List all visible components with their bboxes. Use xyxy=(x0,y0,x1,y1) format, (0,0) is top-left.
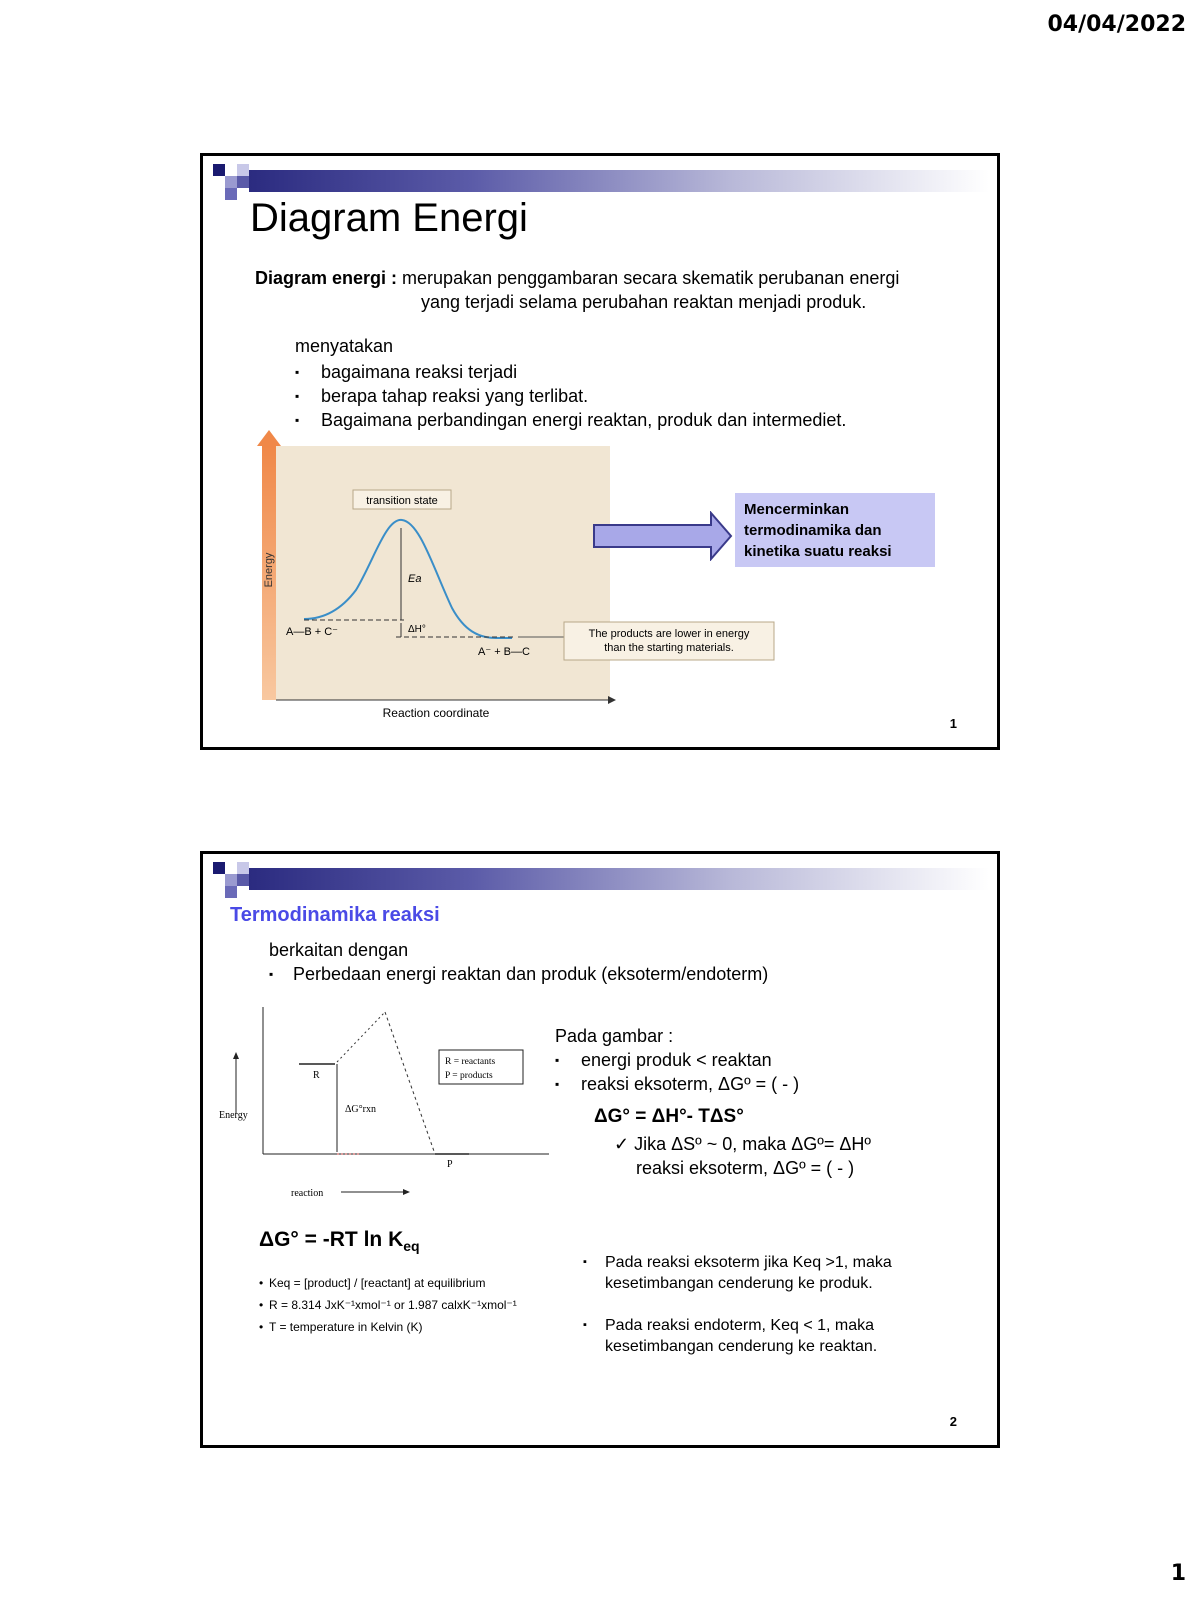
energy-axis-arrow-icon xyxy=(233,1052,239,1059)
energy-axis-arrow-icon xyxy=(257,430,281,446)
bullet-list xyxy=(295,360,846,432)
pada-list xyxy=(555,1048,799,1096)
top-bullet: ▪ Perbedaan energi reaktan dan produk (eksoterm/endoterm) xyxy=(269,964,768,985)
right-arrow-icon xyxy=(593,511,733,561)
dh-label: ΔH° xyxy=(408,624,426,635)
reactants-label: A—B + C⁻ xyxy=(286,626,338,638)
definition-term: Diagram energi : xyxy=(255,268,398,288)
energy-axis-label: Energy xyxy=(263,552,275,588)
energy-diagram xyxy=(256,430,816,730)
downhill-dotted xyxy=(385,1012,435,1154)
p-label: P xyxy=(447,1159,453,1170)
pada-gambar-block xyxy=(555,1024,799,1096)
definition-line-2: yang terjadi selama perubahan reaktan menjadi produk. xyxy=(421,292,867,312)
dg-label: ΔG°rxn xyxy=(345,1104,376,1115)
ea-label: Ea xyxy=(408,573,422,585)
slide-title: Diagram Energi xyxy=(250,196,528,240)
x-axis-arrow-icon xyxy=(608,696,616,704)
keq-equation-subscript: eq xyxy=(403,1238,420,1255)
equilibrium-notes xyxy=(583,1252,943,1378)
slide-number: 2 xyxy=(949,1414,957,1429)
definition-item: • Keq = [product] / [reactant] at equilibrium xyxy=(259,1272,517,1294)
legend-line-2: P = products xyxy=(445,1071,493,1081)
list-item: ▪ berapa tahap reaksi yang terlibat. xyxy=(295,384,846,408)
reaction-axis-arrow-icon xyxy=(403,1189,410,1195)
gibbs-equation: ΔG° = ΔH°- TΔS° xyxy=(594,1106,744,1127)
slide-number: 1 xyxy=(949,716,957,731)
check-line-1: Jika ΔSº ~ 0, maka ΔGº= ΔHº xyxy=(634,1134,871,1154)
keq-equation-main: ΔG° = -RT ln K xyxy=(259,1228,404,1251)
legend-line-1: R = reactants xyxy=(445,1057,496,1067)
note-item: ▪ Pada reaksi eksoterm jika Keq >1, maka kesetimbangan cenderung ke produk. xyxy=(583,1252,943,1294)
checkmark-icon: ✓ xyxy=(614,1134,635,1154)
definition-line-1: merupakan penggambaran secara skematik perubanan energi xyxy=(397,268,900,288)
check-line-2: reaksi eksoterm, ΔGº = ( - ) xyxy=(636,1158,855,1178)
page-number: 1 xyxy=(1170,1561,1186,1586)
callout-box: Mencerminkan termodinamika dan kinetika suatu reaksi xyxy=(735,493,935,567)
gibbs-energy-diagram xyxy=(213,1002,553,1212)
page-date: 04/04/2022 xyxy=(1047,12,1186,37)
list-item: ▪ Bagaimana perbandingan energi reaktan, produk dan intermediet. xyxy=(295,408,846,432)
definition-item: • R = 8.314 JxK⁻¹xmol⁻¹ or 1.987 calxK⁻¹xmol⁻¹ xyxy=(259,1294,517,1316)
list-heading: menyatakan xyxy=(295,336,394,356)
transition-state-label: transition state xyxy=(366,495,438,507)
definition-text xyxy=(255,266,899,314)
note-item: ▪ Pada reaksi endoterm, Keq < 1, maka kesetimbangan cenderung ke reaktan. xyxy=(583,1315,943,1357)
slide-1 xyxy=(200,153,1000,750)
products-note-line-2: than the starting materials. xyxy=(604,642,734,654)
check-note xyxy=(614,1132,871,1180)
reaction-coordinate-label: Reaction coordinate xyxy=(382,706,490,720)
products-note-line-1: The products are lower in energy xyxy=(588,628,750,640)
list-item: ▪ reaksi eksoterm, ΔGº = ( - ) xyxy=(555,1072,799,1096)
pada-heading: Pada gambar : xyxy=(555,1026,674,1046)
subheading: berkaitan dengan xyxy=(269,940,409,960)
slide-title: Termodinamika reaksi xyxy=(230,904,440,926)
slide-banner xyxy=(211,162,991,196)
definition-item: • T = temperature in Kelvin (K) xyxy=(259,1316,517,1338)
uphill-dotted xyxy=(337,1012,385,1062)
reaction-axis-label: reaction xyxy=(291,1188,324,1199)
slide-banner xyxy=(211,860,991,894)
energy-axis-label: Energy xyxy=(219,1110,248,1121)
r-label: R xyxy=(313,1070,320,1081)
list-item: ▪ energi produk < reaktan xyxy=(555,1048,799,1072)
figure-background xyxy=(276,446,610,700)
definitions-list xyxy=(259,1272,517,1338)
slide-2 xyxy=(200,851,1000,1448)
list-item: ▪ bagaimana reaksi terjadi xyxy=(295,360,846,384)
keq-equation xyxy=(259,1228,420,1254)
products-label: A⁻ + B—C xyxy=(478,646,530,658)
